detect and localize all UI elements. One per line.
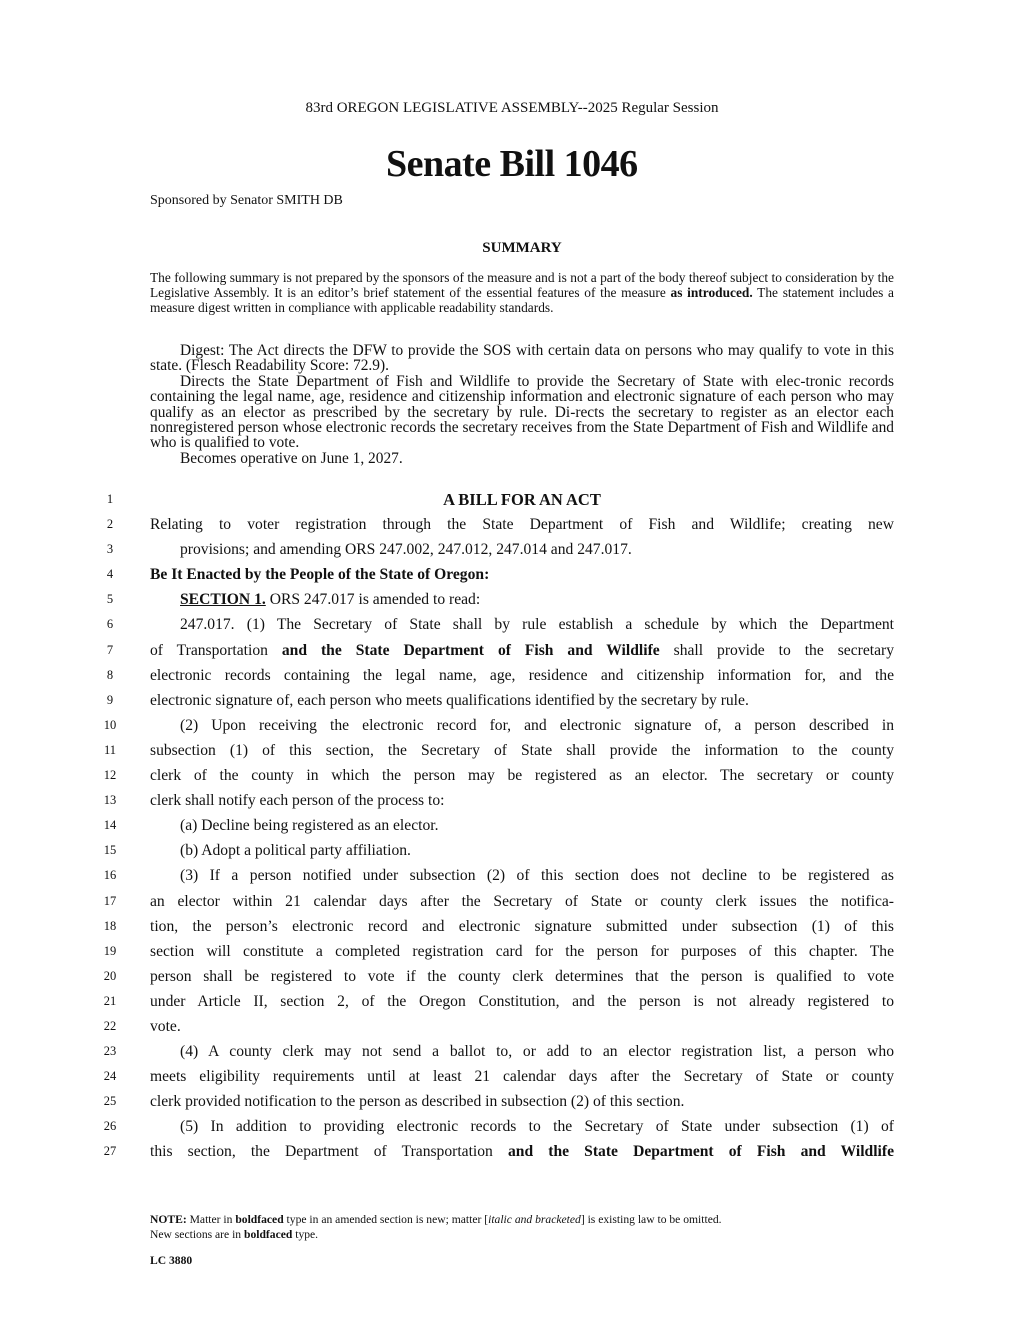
bill-line: section will constitute a completed registration card for the person for purposes of this chapter. The: [150, 942, 894, 960]
bill-line: clerk shall notify each person of the process to:: [150, 792, 445, 810]
note-part: Matter in: [186, 1213, 236, 1226]
line-number: 15: [103, 843, 117, 858]
bill-line: clerk of the county in which the person may be registered as an elector. The secretary or county: [150, 767, 894, 785]
line-number: 9: [106, 692, 114, 707]
line-number: 19: [103, 943, 117, 958]
digest: [150, 343, 894, 466]
bill-line: (a) Decline being registered as an elector.: [180, 817, 439, 835]
summary-text-a: The following summary is not prepared by the sponsors of the measure and is not a part of the body thereof subject to consideration by the Legislative Assembly. It is an editor’s brief statement of the essential features of the measure: [150, 270, 894, 301]
note-part: ] is existing law to be omitted.: [580, 1213, 722, 1226]
lc-number: LC 3880: [150, 1254, 193, 1267]
bill-line: tion, the person’s electronic record and electronic signature submitted under subsection (1) of this: [150, 917, 894, 935]
bill-line: [150, 1139, 894, 1164]
bill-body: [0, 487, 1024, 1165]
line-number: 27: [103, 1144, 117, 1159]
line-number: 6: [106, 617, 114, 632]
bill-line: meets eligibility requirements until at least 21 calendar days after the Secretary of State or county: [150, 1068, 894, 1086]
bill-line: (3) If a person notified under subsection (2) of this section does not decline to be registered as: [180, 867, 894, 885]
summary-text: [150, 270, 894, 316]
line-number: 12: [103, 768, 117, 783]
note-part-italic: italic and bracketed: [488, 1213, 581, 1226]
summary-as-introduced: as introduced.: [670, 285, 753, 301]
bill-line: 247.017. (1) The Secretary of State shall by rule establish a schedule by which the Department: [180, 616, 894, 634]
bill-line: vote.: [150, 1017, 181, 1035]
bill-line: (5) In addition to providing electronic records to the Secretary of State under subsection (1) of: [180, 1118, 894, 1136]
line-number: 11: [103, 742, 117, 757]
line-number: 13: [103, 793, 117, 808]
bill-line-part: this section, the Department of Transportation: [150, 1143, 508, 1161]
note-part-bold: boldfaced: [235, 1213, 284, 1226]
note-line-2: [150, 1227, 722, 1242]
line-number: 14: [103, 818, 117, 833]
bill-line: an elector within 21 calendar days after the Secretary of State or county clerk issues the notifica-: [150, 892, 894, 910]
line-number: 2: [106, 517, 114, 532]
bill-line: electronic signature of, each person who meets qualifications identified by the secretary by rule.: [150, 691, 749, 709]
line-number: 1: [106, 492, 114, 506]
line-number: 16: [103, 868, 117, 883]
bill-line-part: of Transportation: [150, 641, 282, 659]
line-number: 17: [103, 893, 117, 908]
line-number: 25: [103, 1094, 117, 1109]
bill-line: (b) Adopt a political party affiliation.: [180, 842, 411, 860]
line-number: 8: [106, 667, 114, 682]
note-part: New sections are in: [150, 1228, 245, 1241]
line-number: 23: [103, 1044, 117, 1059]
bill-line: person shall be registered to vote if the county clerk determines that the person is qualified to vote: [150, 967, 894, 985]
note-line-1: [150, 1212, 722, 1227]
note-part-bold: boldfaced: [244, 1228, 293, 1241]
section-1-label: SECTION 1.: [180, 591, 266, 609]
summary-heading: SUMMARY: [482, 240, 562, 256]
line-number: 7: [106, 642, 114, 657]
line-number: 18: [103, 918, 117, 933]
summary-text-c: The statement includes a measure digest written in compliance with applicable readability standards.: [150, 285, 894, 316]
enacting-clause: Be It Enacted by the People of the State of Oregon:: [150, 566, 490, 584]
bill-line: [180, 587, 894, 612]
line-number: 24: [103, 1069, 117, 1084]
section-1-text: ORS 247.017 is amended to read:: [265, 591, 481, 609]
bill-line: Relating to voter registration through the State Department of Fish and Wildlife; creating new: [150, 516, 894, 534]
line-number: 3: [106, 542, 114, 557]
bill-line-amended: and the State Department of Fish and Wildlife: [281, 641, 660, 659]
digest-paragraph-3: Becomes operative on June 1, 2027.: [180, 449, 403, 467]
bill-line: under Article II, section 2, of the Oregon Constitution, and the person is not already registered to: [150, 992, 894, 1010]
bill-line: (2) Upon receiving the electronic record for, and electronic signature of, a person described in: [180, 716, 894, 734]
line-number: 21: [103, 993, 117, 1008]
bill-line-amended: and the State Department of Fish and Wildlife: [507, 1143, 894, 1161]
bill-line-part: shall provide to the secretary: [659, 641, 894, 659]
line-number: 4: [106, 567, 114, 582]
bill-line: subsection (1) of this section, the Secretary of State shall provide the information to the county: [150, 741, 894, 759]
line-number: 10: [103, 717, 117, 732]
sponsor-line: Sponsored by Senator SMITH DB: [150, 193, 343, 208]
bill-title: Senate Bill 1046: [386, 143, 638, 185]
footer-note: [150, 1212, 722, 1242]
bill-line: [150, 638, 894, 663]
note-label: NOTE:: [150, 1213, 187, 1226]
digest-paragraph-2: Directs the State Department of Fish and Wildlife to provide the Secretary of State with elec-tronic records containing the legal name, age, residence and citizenship information and electronic signature of each person who may qualify as an elector as prescribed by the secretary by rule. Di-rects the secretary to register as an elector each nonregistered person whose electronic records the secretary receives from the State Department of Fish and Wildlife and who is qualified to vote.: [150, 372, 894, 452]
bill-line: provisions; and amending ORS 247.002, 247.012, 247.014 and 247.017.: [180, 541, 632, 559]
note-part: type in an amended section is new; matter [: [283, 1213, 489, 1226]
line-number: 5: [106, 592, 114, 607]
line-number: 26: [103, 1119, 117, 1134]
line-number: 20: [103, 968, 117, 983]
bill-line: clerk provided notification to the person as described in subsection (2) of this section.: [150, 1093, 685, 1111]
session-header: 83rd OREGON LEGISLATIVE ASSEMBLY--2025 Regular Session: [305, 100, 719, 116]
digest-paragraph-1: Digest: The Act directs the DFW to provide the SOS with certain data on persons who may qualify to vote in this state. (Flesch Readability Score: 72.9).: [150, 342, 894, 375]
bill-line: (4) A county clerk may not send a ballot to, or add to an elector registration list, a person who: [180, 1043, 894, 1061]
bill-act-heading: A BILL FOR AN ACT: [443, 490, 601, 509]
line-number: 22: [103, 1018, 117, 1033]
bill-line: electronic records containing the legal name, age, residence and citizenship information for, and the: [150, 666, 894, 684]
note-part: type.: [292, 1228, 319, 1241]
